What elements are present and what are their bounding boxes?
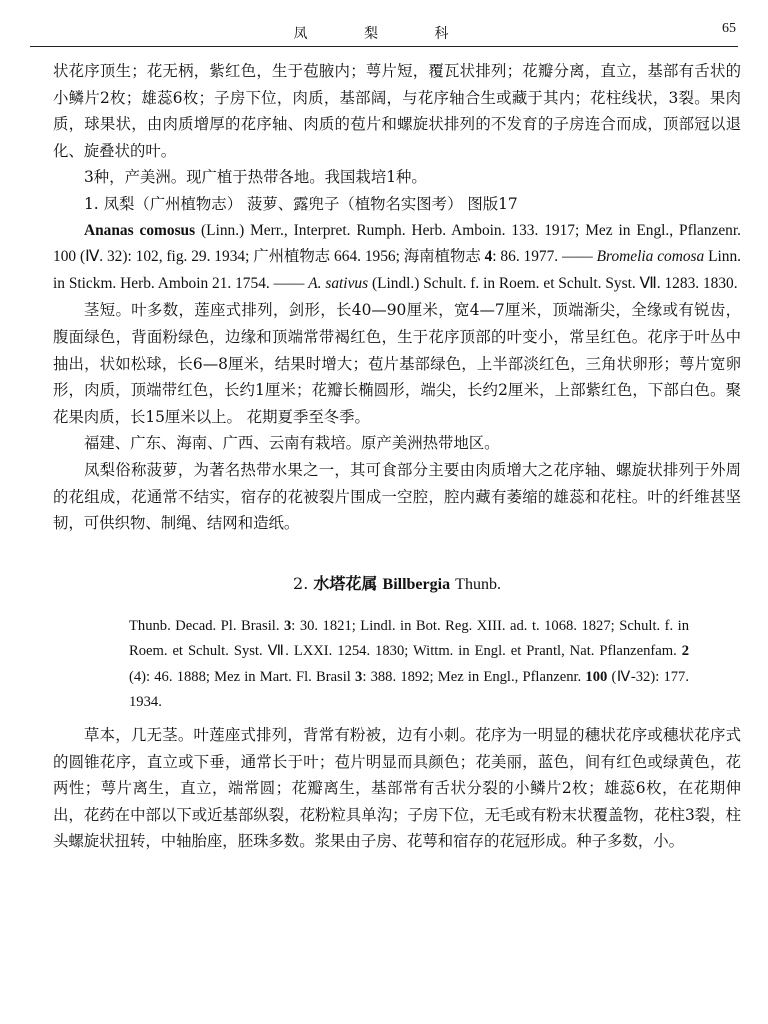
genus-2-chinese-name: 水塔花属 [313, 573, 378, 593]
ref-segment: Thunb. Decad. Pl. Brasil. [129, 617, 284, 634]
species-1-scientific-name: Ananas comosus [84, 221, 196, 239]
species-1-citation-text: (Linn.) Merr., Interpret. Rumph. Herb. Amboin. 133. 1917; Mez in Engl., Pflanzenr. 100 (Ⅳ. 32): 102, fig. 29. 1934; 广州植物志 664. 1956; 海南植物志 [53, 221, 741, 266]
ref-volume: 100 [585, 668, 608, 685]
genus-2-references [129, 614, 689, 716]
synonym-1-name: Bromelia comosa [596, 248, 705, 266]
ref-segment: (Ⅳ-32): 177. 1934. [129, 668, 689, 711]
page-number: 65 [722, 21, 736, 36]
species-1-notes: 凤梨俗称菠萝，为著名热带水果之一，其可食部分主要由肉质增大之花序轴、螺旋状排列于外周的花组成，花通常不结实，宿存的花被裂片围成一空腔，腔内藏有萎缩的雄蕊和花柱。叶的纤维甚坚韧，可供织物、制绳、结网和造纸。 [53, 460, 741, 533]
page-header [30, 20, 738, 47]
intro-paragraph-1: 状花序顶生；花无柄，紫红色，生于苞腋内；萼片短，覆瓦状排列；花瓣分离，直立，基部有舌状的小鳞片2枚；雄蕊6枚；子房下位，肉质，基部阔，与花序轴合生或藏于其内；花柱线状，3裂。果肉质，球果状，由肉质增厚的花序轴、肉质的苞片和螺旋状排列的不发育的子房连合而成，顶部冠以退化、旋叠状的叶。 [53, 62, 741, 160]
genus-2-reference-text [129, 614, 689, 716]
ref-segment: : 30. 1821; Lindl. in Bot. Reg. XIII. ad. t. 1068. 1827; Schult. f. in Roem. et Schult. Syst. Ⅶ. LXXI. 1254. 1830; Wittm. in Engl. et Prantl, Nat. Pflanzenfam. [129, 617, 689, 660]
page-body [53, 58, 741, 855]
ref-volume: 2 [681, 643, 689, 660]
ref-volume: 3 [283, 617, 292, 634]
genus-2-number: 2. [293, 573, 309, 593]
ref-volume: 3 [355, 668, 363, 685]
synonym-2-citation: (Lindl.) Schult. f. in Roem. et Schult. Syst. Ⅶ. 1283. 1830. [368, 274, 738, 292]
species-1-volume: 4 [484, 248, 493, 266]
genus-2-description: 草本，几无茎。叶莲座式排列，背常有粉被，边有小刺。花序为一明显的穗状花序或穗状花序式的圆锥花序，直立或下垂，通常长于叶；苞片明显而具颜色；花美丽，蓝色，间有红色或绿黄色，花两性；萼片离生，直立，端常圆；花瓣离生，基部常有舌状分裂的小鳞片2枚；雄蕊6枚，在花期伸出，花药在中部以下或近基部纵裂，花粉粒具单沟；子房下位，无毛或有粉末状覆盖物，花柱3裂，柱头螺旋状扭转，中轴胎座，胚珠多数。浆果由子房、花萼和宿存的花冠形成。种子多数，小。 [53, 726, 741, 851]
ref-segment: : 388. 1892; Mez in Engl., Pflanzenr. [362, 668, 586, 685]
running-title: 凤 梨 科 [293, 26, 475, 42]
genus-2-author: Thunb. [455, 575, 501, 593]
synonym-1-citation: Linn. in Stickm. Herb. Amboin 21. 1754. —— [53, 248, 742, 292]
section-spacer [53, 537, 741, 563]
species-1-description: 茎短。叶多数，莲座式排列，剑形，长40—90厘米，宽4—7厘米，顶端渐尖，全缘或有锐齿，腹面绿色，背面粉绿色，边缘和顶端常带褐红色，生于花序顶部的叶变小，常呈红色。花序于叶丛中抽出，状如松球，长6—8厘米，结果时增大；苞片基部绿色，上半部淡红色，三角状卵形；萼片宽卵形，肉质，顶端带红色，长约1厘米；花瓣长椭圆形，端尖，长约2厘米，上部紫红色，下部白色。聚花果肉质，长15厘米以上。 花期夏季至冬季。 [53, 301, 741, 426]
species-1-citation-text-2: : 86. 1977. —— [492, 248, 597, 266]
species-1-distribution: 福建、广东、海南、广西、云南有栽培。原产美洲热带地区。 [84, 434, 500, 453]
ref-segment: (4): 46. 1888; Mez in Mart. Fl. Brasil [129, 668, 356, 685]
intro-paragraph-2: 3种，产美洲。现广植于热带各地。我国栽培1种。 [84, 168, 427, 187]
species-1-heading: 1. 凤梨（广州植物志） 菠萝、露兜子（植物名实图考） 图版17 [84, 194, 518, 213]
synonym-2-name: A. sativus [308, 274, 369, 292]
genus-2-latin-name: Billbergia [382, 575, 451, 593]
genus-2-heading [53, 571, 741, 594]
species-1-citations [53, 218, 741, 298]
